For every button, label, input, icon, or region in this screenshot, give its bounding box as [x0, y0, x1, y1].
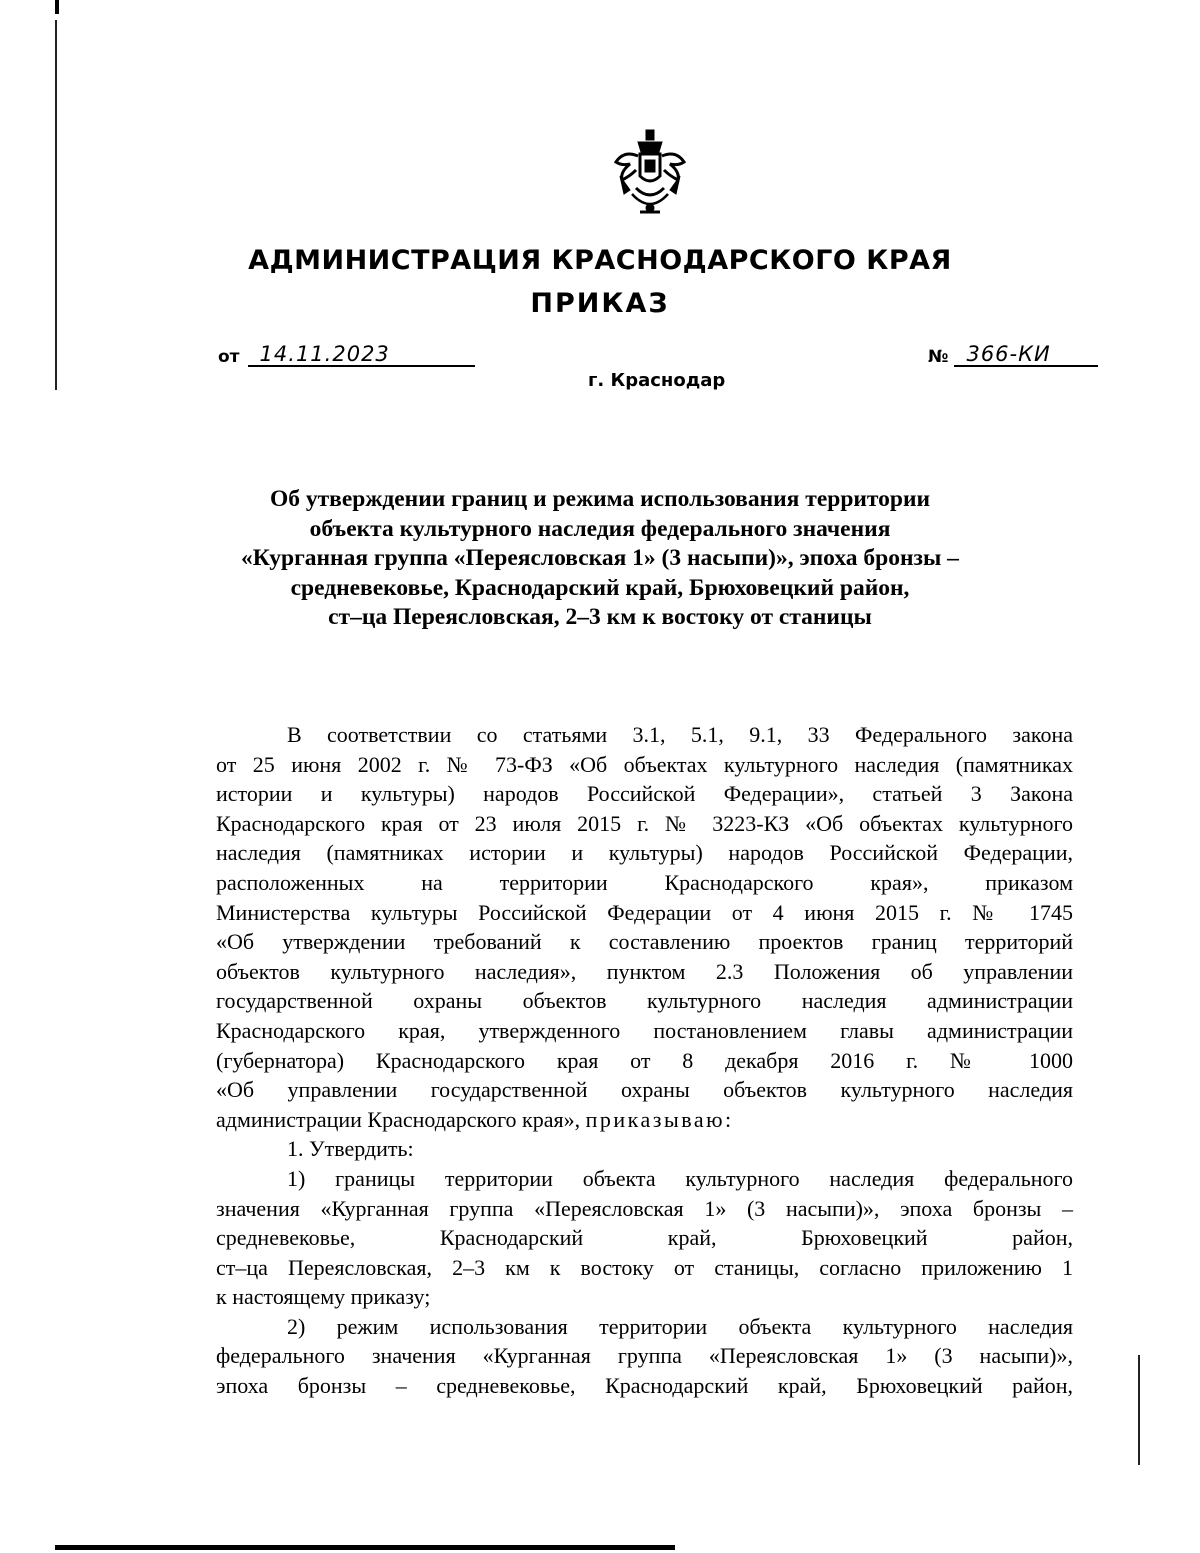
- order-word: приказываю:: [585, 1106, 734, 1132]
- body-line: расположенных на территории Краснодарского края», приказом: [216, 869, 1073, 895]
- date-field: [218, 343, 475, 367]
- body-line: Краснодарского края, утвержденного постановлением главы администрации: [216, 1017, 1073, 1043]
- subject-line: Об утверждении границ и режима использования территории: [269, 486, 931, 512]
- body-line: государственной охраны объектов культурного наследия администрации: [216, 988, 1073, 1014]
- organization-title: АДМИНИСТРАЦИЯ КРАСНОДАРСКОГО КРАЯ: [248, 245, 952, 276]
- document-body: [216, 720, 1073, 1401]
- subject-line: «Курганная группа «Переясловская 1» (3 насыпи)», эпоха бронзы –: [241, 545, 959, 571]
- body-line: «Об управлении государственной охраны объектов культурного наследия: [216, 1077, 1073, 1103]
- body-line: В соответствии со статьями 3.1, 5.1, 9.1, 33 Федерального закона: [287, 722, 1073, 747]
- number-value: 366-КИ: [954, 343, 1098, 367]
- body-line: истории и культуры) народов Российской Федерации», статьей 3 Закона: [216, 781, 1073, 807]
- body-line: 2) режим использования территории объекта культурного наследия: [287, 1313, 1073, 1339]
- body-line: от 25 июня 2002 г. № 73-ФЗ «Об объектах культурного наследия (памятниках: [216, 751, 1073, 777]
- body-line: ст–ца Переясловская, 2–3 км к востоку от станицы, согласно приложению 1: [216, 1254, 1073, 1280]
- body-line: федерального значения «Курганная группа «Переясловская 1» (3 насыпи)»,: [216, 1343, 1073, 1369]
- body-line: (губернатора) Краснодарского края от 8 декабря 2016 г. № 1000: [216, 1047, 1073, 1073]
- subject-line: ст–ца Переясловская, 2–3 км к востоку от станицы: [328, 604, 872, 630]
- number-field: [928, 343, 1098, 367]
- body-line: объектов культурного наследия», пунктом 2.3 Положения об управлении: [216, 958, 1073, 984]
- subject-line: объекта культурного наследия федерального значения: [309, 515, 891, 542]
- body-text: администрации Краснодарского края»,: [216, 1106, 581, 1132]
- body-line: эпоха бронзы – средневековье, Краснодарский край, Брюховецкий район,: [216, 1373, 1073, 1399]
- scan-artifact-bottom: [55, 1545, 675, 1550]
- body-line: к настоящему приказу;: [216, 1284, 431, 1310]
- body-line: наследия (памятниках истории и культуры) народов Российской Федерации,: [216, 840, 1073, 866]
- body-line: значения «Курганная группа «Переясловская 1» (3 насыпи)», эпоха бронзы –: [216, 1195, 1073, 1221]
- subject-line: средневековье, Краснодарский край, Брюховецкий район,: [290, 574, 910, 601]
- body-line: «Об утверждении требований к составлению проектов границ территорий: [216, 929, 1073, 955]
- document-type-title: ПРИКАЗ: [530, 288, 670, 319]
- scan-artifact-left: [55, 20, 57, 390]
- body-line: средневековье, Краснодарский край, Брюховецкий район,: [216, 1225, 1073, 1251]
- body-line: Министерства культуры Российской Федерации от 4 июня 2015 г. № 1745: [216, 899, 1073, 925]
- scan-artifact-top: [55, 0, 59, 14]
- body-line: 1) границы территории объекта культурного наследия федерального: [287, 1165, 1073, 1191]
- body-line: [216, 1105, 1073, 1135]
- body-line: 1. Утвердить:: [287, 1136, 414, 1162]
- coat-of-arms-icon: [612, 128, 688, 218]
- body-line: Краснодарского края от 23 июля 2015 г. № 3223-КЗ «Об объектах культурного: [216, 810, 1073, 836]
- date-prefix: от: [218, 347, 240, 367]
- city-label: г. Краснодар: [588, 370, 726, 391]
- date-value: 14.11.2023: [248, 343, 475, 367]
- document-subject: [180, 485, 1020, 633]
- scan-artifact-right: [1138, 1355, 1140, 1465]
- number-prefix: №: [928, 347, 949, 367]
